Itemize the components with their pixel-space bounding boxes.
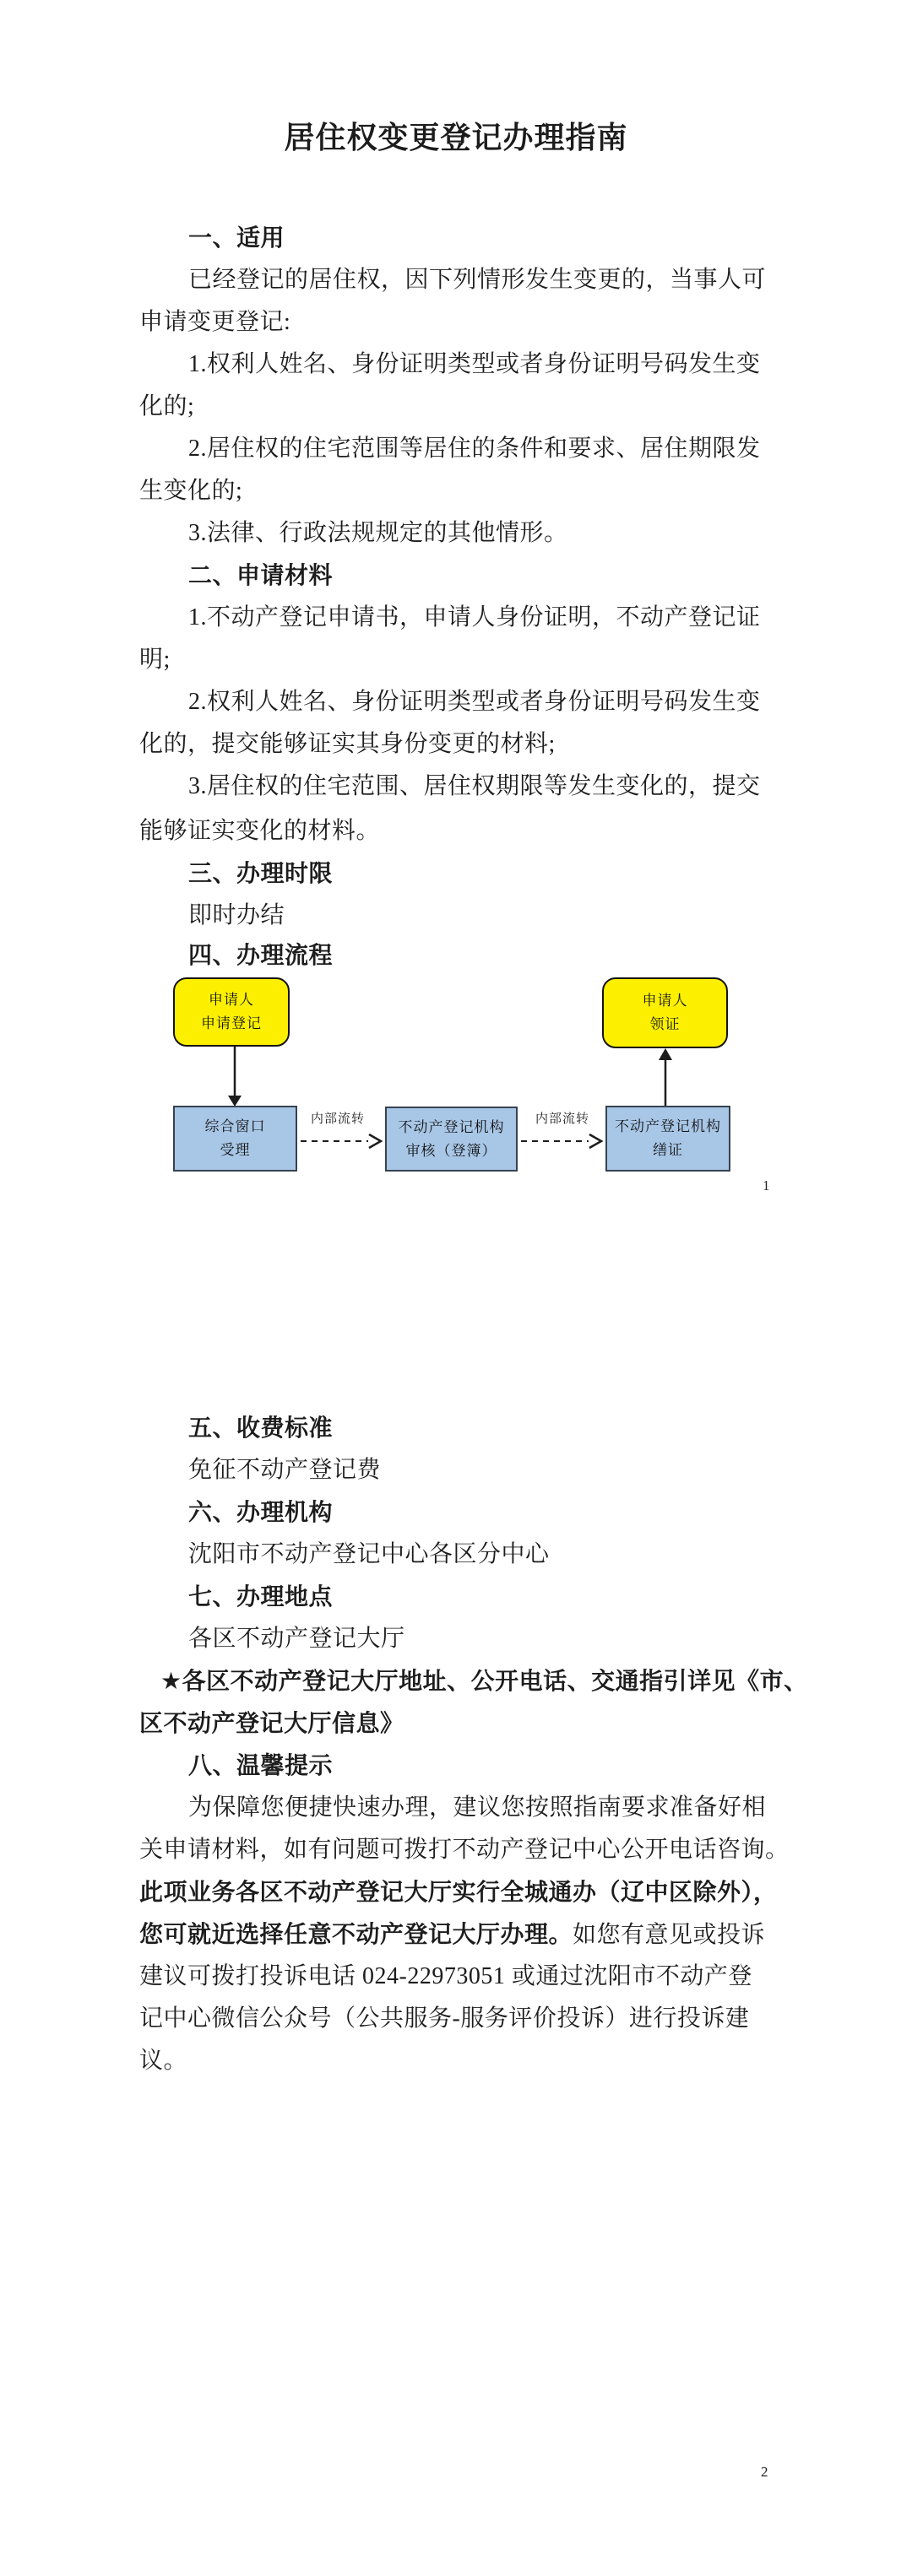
page-number-1: 1 — [763, 1177, 770, 1193]
node-label: 受理 — [220, 1142, 251, 1158]
page-title: 居住权变更登记办理指南 — [284, 120, 628, 154]
node-label: 申请人 — [209, 992, 254, 1008]
edge-label-internal-transfer: 内部流转 — [311, 1112, 366, 1126]
text-line: 明; — [139, 647, 171, 673]
text-line: 生变化的; — [139, 478, 243, 504]
text-line: ★各区不动产登记大厅地址、公开电话、交通指引详见《市、 — [160, 1668, 808, 1694]
text-line: 沈阳市不动产登记中心各区分中心 — [188, 1541, 550, 1567]
node-window-accept — [173, 1106, 297, 1172]
node-applicant-apply — [173, 977, 290, 1047]
text-line: 1.不动产登记申请书，申请人身份证明，不动产登记证 — [188, 604, 761, 630]
node-label: 领证 — [649, 1016, 681, 1032]
text-line: 三、办理时限 — [188, 860, 334, 886]
text-line: 六、办理机构 — [188, 1499, 334, 1525]
page-number-2: 2 — [761, 2464, 768, 2480]
text-line: 议。 — [139, 2048, 188, 2074]
text-line: 此项业务各区不动产登记大厅实行全城通办（辽中区除外）， — [139, 1879, 778, 1905]
text-line: 已经登记的居住权，因下列情形发生变更的，当事人可 — [188, 267, 767, 293]
flowchart-connectors — [0, 954, 912, 1224]
arrow-dashed-accept-to-review — [301, 1134, 381, 1148]
text-line: 四、办理流程 — [188, 942, 334, 968]
text-line: 能够证实变化的材料。 — [139, 818, 381, 844]
text-line: 区不动产登记大厅信息》 — [139, 1710, 404, 1736]
text-line: 2.居住权的住宅范围等居住的条件和要求、居住期限发 — [188, 436, 761, 462]
text-line: 各区不动产登记大厅 — [188, 1626, 405, 1652]
node-label: 缮证 — [653, 1142, 683, 1158]
text-segment: 如您有意见或投诉 — [573, 1922, 766, 1948]
text-line: 五、收费标准 — [188, 1415, 334, 1441]
node-label: 不动产登记机构 — [398, 1118, 505, 1135]
node-applicant-receive — [602, 977, 728, 1048]
text-line: 化的; — [139, 393, 195, 419]
text-line: 免征不动产登记费 — [188, 1457, 382, 1483]
text-line: 化的，提交能够证实其身份变更的材料; — [139, 731, 556, 757]
text-segment: 您可就近选择任意不动产登记大厅办理。 — [139, 1921, 573, 1947]
text-line: 2.权利人姓名、身份证明类型或者身份证明号码发生变 — [188, 689, 761, 715]
node-authority-issue — [605, 1106, 730, 1172]
arrow-dashed-review-to-issue — [521, 1134, 601, 1148]
node-authority-review — [385, 1107, 518, 1172]
node-label: 审核（登簿） — [405, 1142, 497, 1159]
node-label: 申请人 — [642, 993, 688, 1009]
node-label: 申请登记 — [201, 1015, 262, 1031]
text-line: 3.法律、行政法规规定的其他情形。 — [188, 520, 568, 546]
text-line: 3.居住权的住宅范围、居住权期限等发生变化的，提交 — [188, 773, 761, 799]
text-line: 1.权利人姓名、身份证明类型或者身份证明号码发生变 — [188, 351, 761, 377]
text-line: 即时办结 — [188, 902, 285, 928]
text-line: 为保障您便捷快速办理，建议您按照指南要求准备好相 — [188, 1794, 767, 1821]
text-line: 记中心微信公众号（公共服务-服务评价投诉）进行投诉建 — [139, 2005, 750, 2032]
arrow-down-apply-to-accept — [228, 1047, 242, 1107]
text-line: 建议可拨打投诉电话 024-22973051 或通过沈阳市不动产登 — [139, 1963, 752, 1989]
text-line: 二、申请材料 — [188, 562, 334, 588]
text-line: 七、办理地点 — [188, 1583, 334, 1610]
text-line — [139, 1920, 765, 1949]
node-label: 综合窗口 — [204, 1118, 266, 1134]
text-line: 关申请材料，如有问题可拨打不动产登记中心公开电话咨询。 — [139, 1837, 790, 1863]
node-label: 不动产登记机构 — [615, 1118, 721, 1134]
text-line: 申请变更登记: — [139, 309, 291, 335]
text-line: 八、温馨提示 — [188, 1752, 334, 1778]
edge-label-internal-transfer: 内部流转 — [535, 1112, 590, 1126]
arrow-up-issue-to-receive — [659, 1048, 672, 1106]
text-line: 一、适用 — [188, 225, 285, 251]
